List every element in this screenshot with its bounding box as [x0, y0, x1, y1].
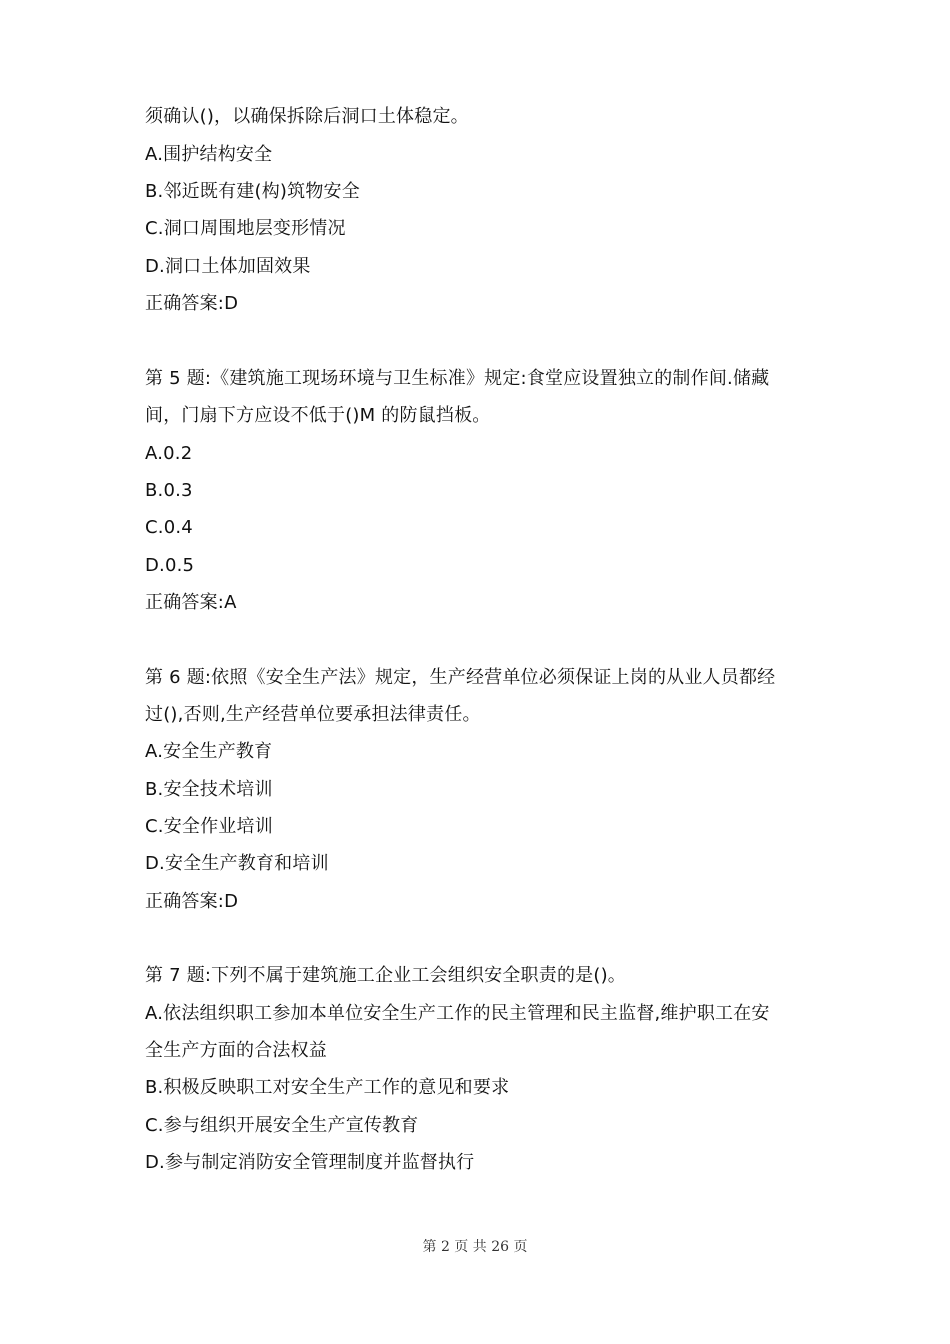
q7-option-c: C.参与组织开展安全生产宣传教育 — [145, 1115, 419, 1136]
q7-option-a-cont: 全生产方面的合法权益 — [145, 1040, 327, 1061]
question-5-stem: 第 5 题:《建筑施工现场环境与卫生标准》规定:食堂应设置独立的制作间.储藏 — [145, 368, 770, 389]
q5-correct-answer: 正确答案:A — [145, 592, 237, 613]
q6-correct-answer: 正确答案:D — [145, 891, 239, 912]
correct-answer: 正确答案:D — [145, 293, 239, 314]
option-c: C.洞口周围地层变形情况 — [145, 218, 346, 239]
option-a: A.围护结构安全 — [145, 144, 273, 165]
q5-option-d: D.0.5 — [145, 555, 195, 576]
question-6-stem: 第 6 题:依照《安全生产法》规定，生产经营单位必须保证上岗的从业人员都经 — [145, 667, 776, 688]
option-b: B.邻近既有建(构)筑物安全 — [145, 181, 360, 202]
q6-option-a: A.安全生产教育 — [145, 741, 273, 762]
q7-option-d: D.参与制定消防安全管理制度并监督执行 — [145, 1152, 475, 1173]
q6-option-b: B.安全技术培训 — [145, 779, 273, 800]
question-6-stem-cont: 过(),否则,生产经营单位要承担法律责任。 — [145, 704, 481, 725]
option-d: D.洞口土体加固效果 — [145, 256, 311, 277]
q5-option-b: B.0.3 — [145, 480, 193, 501]
q5-option-c: C.0.4 — [145, 517, 193, 538]
q6-option-d: D.安全生产教育和培训 — [145, 853, 329, 874]
page-number: 第 2 页 共 26 页 — [422, 1239, 528, 1255]
q6-option-c: C.安全作业培训 — [145, 816, 273, 837]
question-stem-continuation: 须确认()，以确保拆除后洞口土体稳定。 — [145, 106, 469, 127]
question-7-stem: 第 7 题:下列不属于建筑施工企业工会组织安全职责的是()。 — [145, 965, 627, 986]
question-5-stem-cont: 间，门扇下方应设不低于()M 的防鼠挡板。 — [145, 405, 491, 426]
q7-option-b: B.积极反映职工对安全生产工作的意见和要求 — [145, 1077, 510, 1098]
q7-option-a: A.依法组织职工参加本单位安全生产工作的民主管理和民主监督,维护职工在安 — [145, 1003, 770, 1024]
q5-option-a: A.0.2 — [145, 443, 193, 464]
